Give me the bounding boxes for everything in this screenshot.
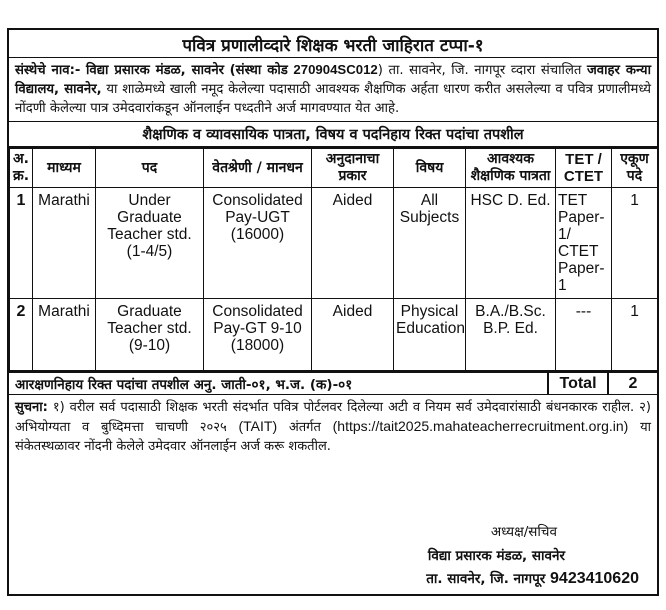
table-row <box>10 188 658 299</box>
cell-total: 1 <box>612 188 658 299</box>
total-value: 2 <box>628 374 638 392</box>
vacancy-table <box>9 148 658 371</box>
header-pay: वेतश्रेणी / मानधन <box>204 149 312 188</box>
page-title: पवित्र प्रणालीव्दारे शिक्षक भरती जाहिरात टप्पा-१ <box>9 30 657 58</box>
cell-tet: --- <box>556 299 612 371</box>
header-qualification: आवश्यक शैक्षणिक पात्रता <box>466 149 556 188</box>
reservation-details: आरक्षणनिहाय रिक्त पदांचा तपशील अनु. जाती-०१, भ.ज. (क)-०१ <box>15 376 353 393</box>
header-tet: TET / CTET <box>556 149 612 188</box>
header-grant: अनुदानाचा प्रकार <box>312 149 394 188</box>
total-label: Total <box>547 373 609 394</box>
org-code: 270904SC012 <box>293 62 378 77</box>
cell-sr: 1 <box>10 188 33 299</box>
cell-qualification: B.A./B.Sc. B.P. Ed. <box>466 299 556 371</box>
signature-phone: 9423410620 <box>550 570 639 587</box>
notice-text-1: १) वरील सर्व पदासाठी शिक्षक भरती संदर्भात पवित्र पोर्टलवर दिलेल्या अटी व नियम सर्व उमेदवारांसाठी बंधनकारक राहील. २) अभियोग्यता व बुध्दिमत्ता चाचणी २०२५ <box>15 400 651 435</box>
header-medium: माध्यम <box>33 149 96 188</box>
cell-subject: Physical Education <box>394 299 466 371</box>
cell-total: 1 <box>612 299 658 371</box>
cell-medium: Marathi <box>33 299 96 371</box>
notice-tait: (TAIT) <box>238 418 278 434</box>
notice-text-2: अंतर्गत <box>288 420 321 435</box>
signature-designation: अध्यक्ष/सचिव <box>490 524 557 540</box>
cell-grant: Aided <box>312 299 394 371</box>
intro-paragraph <box>9 58 657 121</box>
table-row <box>10 299 658 371</box>
table-title: शैक्षणिक व व्यावसायिक पात्रता, विषय व पदनिहाय रिक्त पदांचा तपशील <box>9 121 657 148</box>
notice-paragraph <box>9 395 657 456</box>
cell-pay: Consolidated Pay-UGT (16000) <box>204 188 312 299</box>
notice-label: सुचना: <box>15 400 48 415</box>
school-name: जवाहर कन्या विद्यालय, सावनेर, <box>15 63 651 97</box>
cell-grant: Aided <box>312 188 394 299</box>
org-name: विद्या प्रसारक मंडळ, सावनेर <box>85 63 225 78</box>
cell-sr: 2 <box>10 299 33 371</box>
intro-text-2: या शाळेमध्ये खाली नमूद केलेल्या पदासाठी आवश्यक शैक्षणिक अर्हता धारण करीत असलेल्या व पवित्र प्रणालीमध्ये नोंदणी केलेल्या पात्र उमेदवारांकडून ऑनलाईन पध्दतीने अर्ज मागवण्यात येत आहे. <box>15 82 651 116</box>
cell-pay: Consolidated Pay-GT 9-10 (18000) <box>204 299 312 371</box>
cell-subject: All Subjects <box>394 188 466 299</box>
table-header-row <box>10 149 658 188</box>
header-subject: विषय <box>394 149 466 188</box>
signature-org: विद्या प्रसारक मंडळ, सावनेर <box>427 548 565 564</box>
cell-tet: TET Paper-1/ CTET Paper-1 <box>556 188 612 299</box>
advertisement-box <box>7 28 659 596</box>
org-code-prefix: (संस्था कोड <box>229 63 288 78</box>
signature-contact <box>426 569 639 588</box>
header-post: पद <box>96 149 204 188</box>
reservation-row <box>9 371 657 395</box>
header-sr: अ. क्र. <box>10 149 33 188</box>
cell-post: Under Graduate Teacher std.(1-4/5) <box>96 188 204 299</box>
cell-medium: Marathi <box>33 188 96 299</box>
cell-qualification: HSC D. Ed. <box>466 188 556 299</box>
intro-text-1: ) ता. सावनेर, जि. नागपूर व्दारा संचालित <box>377 63 582 78</box>
notice-url: (https://tait2025.mahateacherrecruitment.org.in) <box>332 418 629 434</box>
signature-address: ता. सावनेर, जि. नागपूर <box>426 571 546 587</box>
notice-text-3: या संकेतस्थळावर नोंदनी केलेले उमेदवार ऑनलाईन अर्ज करू शकतील. <box>15 420 651 454</box>
intro-label: संस्थेचे नाव:- <box>15 63 81 78</box>
cell-post: Graduate Teacher std.(9-10) <box>96 299 204 371</box>
header-total: एकूण पदे <box>612 149 658 188</box>
